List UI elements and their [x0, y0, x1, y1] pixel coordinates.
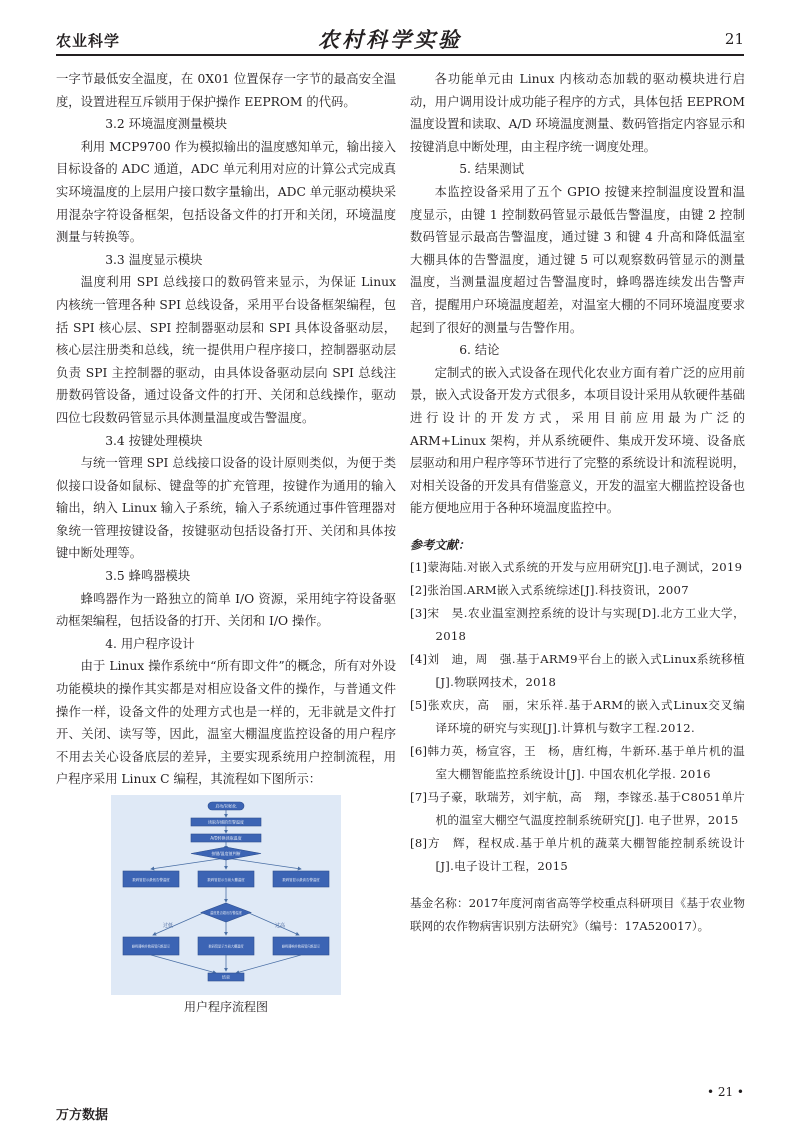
- journal-title: 农村科学实验: [318, 27, 462, 52]
- flow-display-current-label: 数码管显示当前大棚温度: [207, 878, 245, 882]
- reference-item: [3]宋 昊.农业温室测控系统的设计与实现[D].北方工业大学，2018: [410, 605, 745, 643]
- paragraph: 蜂鸣器作为一路独立的简单 I/O 资源，采用纯字符设备驱动框架编程，包括设备的打开、关闭和 I/O 操作。: [56, 591, 396, 629]
- section-heading: 4. 用户程序设计: [105, 636, 195, 651]
- references-list: [410, 556, 745, 878]
- reference-item: [2]张治国.ARM嵌入式系统综述[J].科技资讯，2007: [410, 582, 689, 597]
- footer-source: 万方数据: [56, 1108, 109, 1123]
- flow-low-alarm-label: 蜂鸣器响并数码管闪烁显示: [131, 944, 171, 949]
- paragraph: 与统一管理 SPI 总线接口设备的设计原则类似，为便于类似接口设备如鼠标、键盘等的扩充管理，按键作为通用的输入输出，纳入 Linux 输入子系统，输入子系统通过事件管理器对象统一管理按键设备，按键驱动包括设备打开、关闭和具体按键中断处理等。: [56, 456, 396, 561]
- paragraph: 各功能单元由 Linux 内核动态加载的驱动模块进行启动，用户调用设计成功能子程序的方式，具体包括 EEPROM 温度设置和读取、A/D 环境温度测量、数码管指定内容显示和按键消息中断处理，由主程序统一调度处理。: [410, 72, 745, 154]
- section-heading: 3.5 蜂鸣器模块: [105, 569, 191, 584]
- section-heading: 3.2 环境温度测量模块: [105, 117, 228, 132]
- paragraph: 利用 MCP9700 作为模拟输出的温度感知单元，输出接入目标设备的 ADC 通道，ADC 单元利用对应的计算公式完成真实环境温度的上层用户接口数字量输出，ADC 单元驱动模块采用混杂字符设备框架，包括设备文件的打开和关闭，环境温度测量与转换等。: [56, 139, 396, 245]
- reference-item: [4]刘 迪，周 强.基于ARM9平台上的嵌入式Linux系统移植[J].物联网技术，2018: [410, 651, 745, 689]
- left-body-text: [56, 68, 396, 791]
- running-header-section: 农业科学: [56, 32, 121, 50]
- section-heading: 5. 结果测试: [459, 162, 525, 177]
- reference-item: [5]张欢庆，高 丽，宋乐祥.基于ARM的嵌入式Linux交叉编译环境的研究与实现[J].计算机与数字工程.2012.: [410, 697, 745, 735]
- right-column: [410, 68, 745, 938]
- flow-read-cfg-label: 读取存储的告警温度: [208, 819, 244, 825]
- flow-branch-low-label: 过低: [163, 923, 174, 929]
- header-page-number: 21: [724, 30, 744, 48]
- references-title: 参考文献：: [410, 537, 471, 552]
- section-heading: 3.3 温度显示模块: [105, 252, 203, 267]
- flow-compare-label: 温度是否超出告警温度: [210, 911, 242, 915]
- flowchart-figure: [111, 795, 341, 995]
- flow-check-label: 按键/温度值判断: [211, 851, 241, 856]
- reference-item: [6]韩力英，杨宣容，王 杨，唐红梅，牛新环.基于单片机的温室大棚智能监控系统设计[J]. 中国农机化学报. 2016: [410, 743, 745, 781]
- paragraph: 温度利用 SPI 总线接口的数码管来显示，为保证 Linux 内核统一管理各种 SPI 总线设备，采用平台设备框架编程，包括 SPI 核心层、SPI 控制器驱动层和 SPI 具体设备驱动层，核心层注册类和总线，统一提供用户程序接口，控制器驱动层负责 SPI 主控制器的驱动，由具体设备驱动层向 SPI 总线注册数码管设备，通过设备文件的打开、关闭和总线操作，驱动四位七段数码管显示具体测量温度或告警温度。: [56, 275, 396, 425]
- paragraph: 由于 Linux 操作系统中“所有即文件”的概念，所有对外设功能模块的操作其实都是对相应设备文件的操作，与普通文件操作一样，设备文件的处理方式也是一样的，无非就是文件打开、关闭、读写等，因此，温室大棚温度监控设备的用户程序不用去关心设备底层的差异，主要实现系统用户控制流程，用户程序采用 Linux C 编程，其流程如下图所示：: [56, 659, 396, 787]
- paragraph: 本监控设备采用了五个 GPIO 按键来控制温度设置和温度显示，由键 1 控制数码管显示最低告警温度，由键 2 控制数码管显示最高告警温度，通过键 3 和键 4 升高和降低温室大棚具体的告警温度，通过键 5 可以观察数码管显示的测量温度，当测量温度超过告警温度时，蜂鸣器连续发出告警声音，提醒用户环境温度超差，对温室大棚的不同环境温度要求起到了很好的测量与告警作用。: [410, 184, 745, 335]
- header-rule: [56, 54, 744, 56]
- flow-display-high-label: 数码管显示最高告警温度: [282, 878, 320, 882]
- paragraph: 定制式的嵌入式设备在现代化农业方面有着广泛的应用前景，嵌入式设备开发方式很多，本项目设计采用从软硬件基础进行设计的开发方式，采用目前应用最为广泛的 ARM+Linux 架构，并从系统硬件、集成开发环境、设备底层驱动和用户程序等环节进行了完整的系统设计和流程说明，对相关设备的开发具有借鉴意义，开发的温室大棚监控设备也能方便地应用于各种环境温度监控中。: [410, 365, 745, 516]
- figure-caption: 用户程序流程图: [183, 1000, 268, 1014]
- right-body-text: [410, 68, 745, 520]
- flowchart-svg: [111, 795, 341, 995]
- section-heading: 3.4 按键处理模块: [105, 433, 203, 448]
- page-number: • 21 •: [706, 1085, 744, 1099]
- fund-note: 基金名称：2017年度河南省高等学校重点科研项目《基于农业物联网的农作物病害识别方法研究》（编号：17A520017）。: [410, 895, 745, 933]
- left-column: [56, 68, 396, 1017]
- flow-start-label: 启动/初始化: [215, 803, 237, 809]
- flow-branch-high-label: 过高: [275, 923, 286, 929]
- paragraph: 一字节最低安全温度，在 0X01 位置保存一字节的最高安全温度，设置进程互斥锁用于保护操作 EEPROM 的代码。: [56, 72, 396, 109]
- flow-display-low-label: 数码管显示最低告警温度: [132, 878, 170, 882]
- section-heading: 6. 结论: [459, 343, 500, 358]
- reference-item: [1]蒙海陆.对嵌入式系统的开发与应用研究[J].电子测试，2019: [410, 559, 743, 574]
- reference-item: [7]马子豪，耿瑞芳，刘宇航，高 翔，李镓丞.基于C8051单片机的温室大棚空气温度控制系统研究[J]. 电子世界，2015: [410, 789, 745, 827]
- reference-item: [8]方 辉，程权成.基于单片机的蔬菜大棚智能控制系统设计[J].电子设计工程，2015: [410, 835, 745, 873]
- flow-end-label: 结束: [222, 974, 230, 980]
- flow-normal-label: 数码管显示当前大棚温度: [208, 944, 244, 949]
- flow-high-alarm-label: 蜂鸣器响并数码管闪烁显示: [281, 944, 321, 949]
- flow-adc-label: A/D转换读取温度: [210, 835, 242, 841]
